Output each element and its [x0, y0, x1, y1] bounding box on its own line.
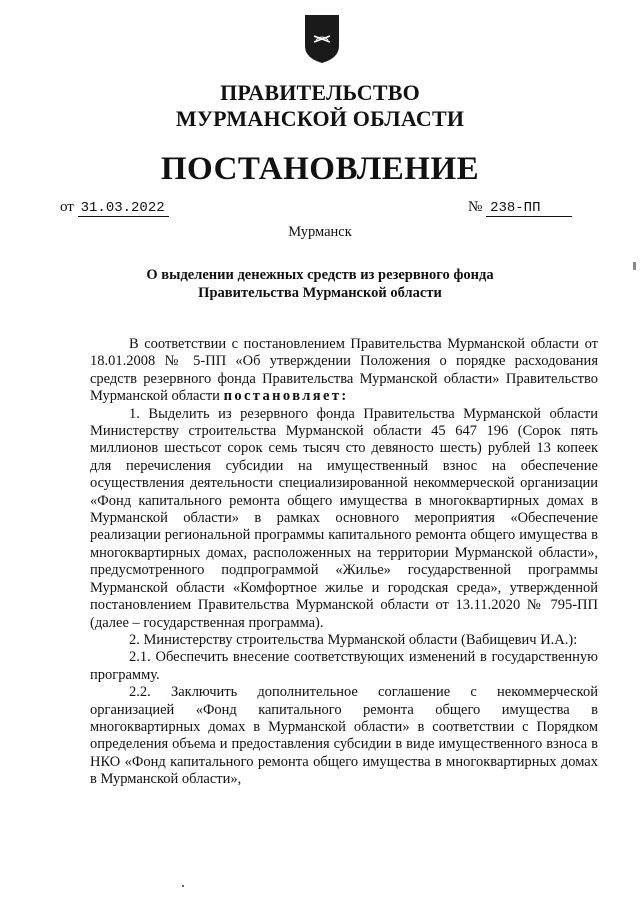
date-value: 31.03.2022 — [78, 200, 169, 217]
document-date — [60, 199, 169, 217]
coat-of-arms-icon — [304, 14, 340, 64]
organization-line-1: ПРАВИТЕЛЬСТВО — [220, 80, 420, 105]
document-body — [90, 336, 598, 789]
organization-name — [0, 80, 640, 132]
document-title — [0, 267, 640, 302]
scan-mark — [633, 262, 636, 270]
item-2-1: 2.1. Обеспечить внесение соответствующих изменений в государственную программу. — [90, 649, 598, 683]
title-line-2: Правительства Мурманской области — [198, 284, 442, 301]
decree-word: постановляет: — [223, 388, 349, 405]
item-1: 1. Выделить из резервного фонда Правительства Мурманской области Министерству строительства Мурманской области 45 647 196 (Сорок пять миллионов шестьсот сорок семь тысяч сто девяносто шесть) рублей 13 копеек для перечисления субсидии на имущественный взнос на обеспечение осуществления деятельности специализированной некоммерческой организации «Фонд капитального ремонта общего имущества в многоквартирных домах в Мурманской области» в рамках основного мероприятия «Обеспечение реализации региональной программы капитального ремонта общего имущества в многоквартирных домах, расположенных на территории Мурманской области», предусмотренного подпрограммой «Жилье» государственной программы Мурманской области «Комфортное жилье и городская среда», утвержденной постановлением Правительства Мурманской области от 13.11.2020 № 795-ПП (далее – государственная программа). — [90, 405, 598, 631]
organization-line-2: МУРМАНСКОЙ ОБЛАСТИ — [175, 106, 465, 131]
title-line-1: О выделении денежных средств из резервного фонда — [146, 267, 494, 283]
document-number — [468, 199, 572, 217]
preamble-text: В соответствии с постановлением Правительства Мурманской области от 18.01.2008 № 5-ПП «Об утверждении Положения о порядке расходования средств резервного фонда Правительства Мурманской области» Правительство Мурманской области — [90, 336, 598, 405]
item-2: 2. Министерству строительства Мурманской области (Вабищевич И.А.): — [129, 631, 578, 648]
number-prefix: № — [468, 199, 483, 215]
document-type: ПОСТАНОВЛЕНИЕ — [160, 151, 480, 187]
date-prefix: от — [60, 199, 74, 215]
scan-dot — [182, 885, 184, 887]
preamble-paragraph — [90, 336, 598, 406]
city: Мурманск — [288, 224, 352, 240]
item-2-2: 2.2. Заключить дополнительное соглашение с некоммерческой организацией «Фонд капитального ремонта общего имущества в многоквартирных домах в Мурманской области» в соответствии с Порядком определения объема и предоставления субсидии в виде имущественного взноса в НКО «Фонд капитального ремонта общего имущества в многоквартирных домах в Мурманской области», — [90, 684, 598, 788]
number-value: 238-ПП — [486, 200, 572, 217]
